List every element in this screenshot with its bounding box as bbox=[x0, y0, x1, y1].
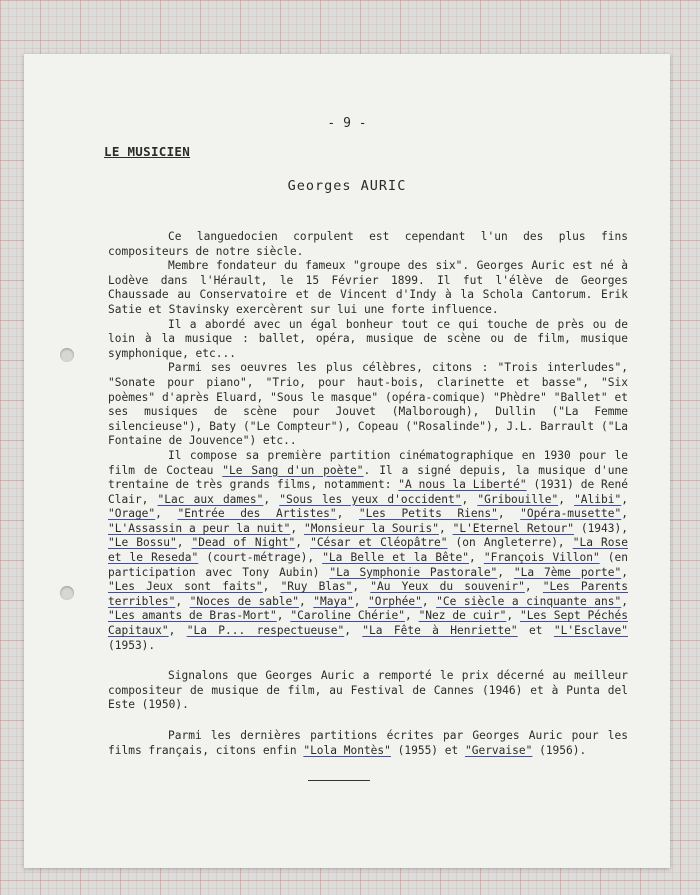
film-title: "François Villon" bbox=[483, 551, 600, 565]
film-title: "Nez de cuir" bbox=[418, 609, 507, 623]
text-segment: (en participation avec Tony Aubin) bbox=[108, 551, 628, 579]
film-title: "La Rose et le Reseda" bbox=[108, 536, 628, 565]
film-title: "César et Cléopâtre" bbox=[310, 536, 448, 550]
text-segment: . Il a signé depuis, la musique d'une trentaine de très grands films, notamment: bbox=[108, 463, 628, 492]
film-title: "Lac aux dames" bbox=[157, 492, 264, 506]
text-segment: (1956). bbox=[532, 743, 587, 757]
film-title: "La P... respectueuse" bbox=[186, 624, 345, 638]
film-title: "Ce siècle a cinquante ans" bbox=[436, 594, 622, 608]
text-segment: et bbox=[517, 624, 554, 638]
film-title: "Les amants de Bras-Mort" bbox=[108, 609, 277, 623]
text-segment: (court-métrage), bbox=[198, 551, 323, 565]
film-title: "Le Bossu" bbox=[108, 536, 177, 550]
film-title: "Lola Montès" bbox=[303, 743, 391, 757]
paragraph-works: Parmi ses oeuvres les plus célèbres, citons : "Trois interludes", "Sonate pour piano", "Trio, pour haut-bois, clarinette et basse", "Six poèmes" d'après Eluard, "Sous le masque" (opéra-comique) "Phèdre" "Ballet" et ses musiques de scène pour Jouvet (Malborough), Dullin ("La Femme silencieuse"), Baty ("Le Compteur"), Copeau ("Rosalinde"), J.L. Barrault ("La Fontaine de Jouvence") etc.. bbox=[108, 361, 628, 448]
text-segment: Parmi les dernières partitions écrites par Georges Auric pour les films français, citons enfin bbox=[108, 729, 628, 757]
page-title: Georges AURIC bbox=[287, 178, 407, 194]
text-segment: (1943), bbox=[573, 521, 628, 535]
paragraph-intro: Ce languedocien corpulent est cependant l'un des plus fins compositeurs de notre siècle. bbox=[108, 230, 628, 258]
film-title: "Alibi" bbox=[574, 492, 622, 506]
film-title: "A nous la Liberté" bbox=[398, 478, 527, 492]
text-segment: (1931) de René Clair, bbox=[108, 478, 628, 506]
film-title: "La Fête à Henriette" bbox=[362, 624, 518, 638]
film-title: "Caroline Chérie" bbox=[290, 609, 405, 623]
punch-hole bbox=[60, 348, 74, 362]
text-segment: Il compose sa première partition cinématographique en 1930 pour le film de Cocteau bbox=[108, 448, 628, 477]
text-segment: (1953). bbox=[108, 638, 156, 652]
document-body bbox=[108, 230, 628, 758]
film-title: "La 7ème porte" bbox=[513, 565, 622, 579]
paragraph-filmography: Il compose sa première partition cinématographique en 1930 pour le film de Cocteau "Le Sang d'un poète". Il a signé depuis, la musique d'une trentaine de très grands films, notamment: "A nous la Liberté" (1931) de René Clair, "Lac aux dames", "Sous les yeux d'occident", "Gribouille", "Alibi", "Orage", "Entrée des Artistes", "Les Petits Riens", "Opéra-musette", "L'Assassin a peur la nuit", "Monsieur la Souris", "L'Eternel Retour" (1943), "Le Bossu", "Dead of Night", "César et Cléopâtre" (on Angleterre), "La Rose et le Reseda" (court-métrage), "La Belle et la Bête", "François Villon" (en participation avec Tony Aubin) "La Symphonie Pastorale", "La 7ème porte", "Les Jeux sont faits", "Ruy Blas", "Au Yeux du souvenir", "Les Parents terribles", "Noces de sable", "Maya", "Orphée", "Ce siècle a cinquante ans", "Les amants de Bras-Mort", "Caroline Chérie", "Nez de cuir", "Les Sept Péchés Capitaux", "La P... respectueuse", "La Fête à Henriette" et "L'Esclave" (1953). bbox=[108, 448, 629, 652]
film-title: "L'Assassin a peur la nuit" bbox=[108, 521, 291, 535]
paragraph-genres: Il a abordé avec un égal bonheur tout ce qui touche de près ou de loin à la musique : ballet, opéra, musique de scène ou de film, musique symphonique, etc... bbox=[108, 317, 628, 360]
punch-hole bbox=[60, 586, 74, 600]
film-title: "Au Yeux du souvenir" bbox=[370, 580, 525, 594]
film-title: "Monsieur la Souris" bbox=[304, 521, 439, 535]
text-segment: (1955) et bbox=[390, 743, 465, 757]
film-title: "Les Jeux sont faits" bbox=[108, 580, 263, 594]
film-title: "Noces de sable" bbox=[189, 594, 300, 608]
film-title: "L'Eternel Retour" bbox=[452, 521, 574, 535]
film-title: "La Belle et la Bête" bbox=[322, 551, 470, 565]
film-title: "Entrée des Artistes" bbox=[177, 507, 337, 521]
paragraph-awards: Signalons que Georges Auric a remporté le prix décerné au meilleur compositeur de musique de film, au Festival de Cannes (1946) et à Punta del Este (1950). bbox=[108, 669, 628, 712]
film-title: "L'Esclave" bbox=[553, 624, 628, 638]
film-title: "Ruy Blas" bbox=[280, 580, 353, 594]
page-number: - 9 - bbox=[327, 116, 367, 131]
film-title: "Gervaise" bbox=[464, 743, 533, 757]
film-title: "Les Sept Péchés Capitaux" bbox=[108, 609, 628, 638]
text-segment: (on Angleterre), bbox=[447, 536, 573, 550]
film-title: "Le Sang d'un poète" bbox=[222, 463, 364, 477]
film-title: "Dead of Night" bbox=[191, 536, 296, 550]
document-page bbox=[24, 54, 670, 868]
film-title: "Orphée" bbox=[368, 594, 422, 608]
film-title: "Opéra-musette" bbox=[520, 507, 622, 521]
film-title: "Gribouille" bbox=[477, 492, 559, 506]
section-heading: LE MUSICIEN bbox=[104, 144, 191, 159]
film-title: "Sous les yeux d'occident" bbox=[279, 492, 462, 506]
film-title: "Les Petits Riens" bbox=[358, 507, 498, 521]
film-title: "Orage" bbox=[108, 507, 156, 521]
film-title: "Les Parents terribles" bbox=[108, 580, 629, 608]
film-title: "Maya" bbox=[313, 594, 354, 608]
film-title: "La Symphonie Pastorale" bbox=[329, 565, 498, 579]
paragraph-latest bbox=[108, 729, 628, 758]
paragraph-biography: Membre fondateur du fameux "groupe des six". Georges Auric est né à Lodève dans l'Hérault, le 15 Février 1899. Il fut l'élève de Georges Chaussade au Conservatoire et de Vincent d'Indy à la Schola Cantorum. Erik Satie et Stavinsky exercèrent sur lui une forte influence. bbox=[108, 259, 628, 316]
closing-rule bbox=[308, 780, 370, 781]
